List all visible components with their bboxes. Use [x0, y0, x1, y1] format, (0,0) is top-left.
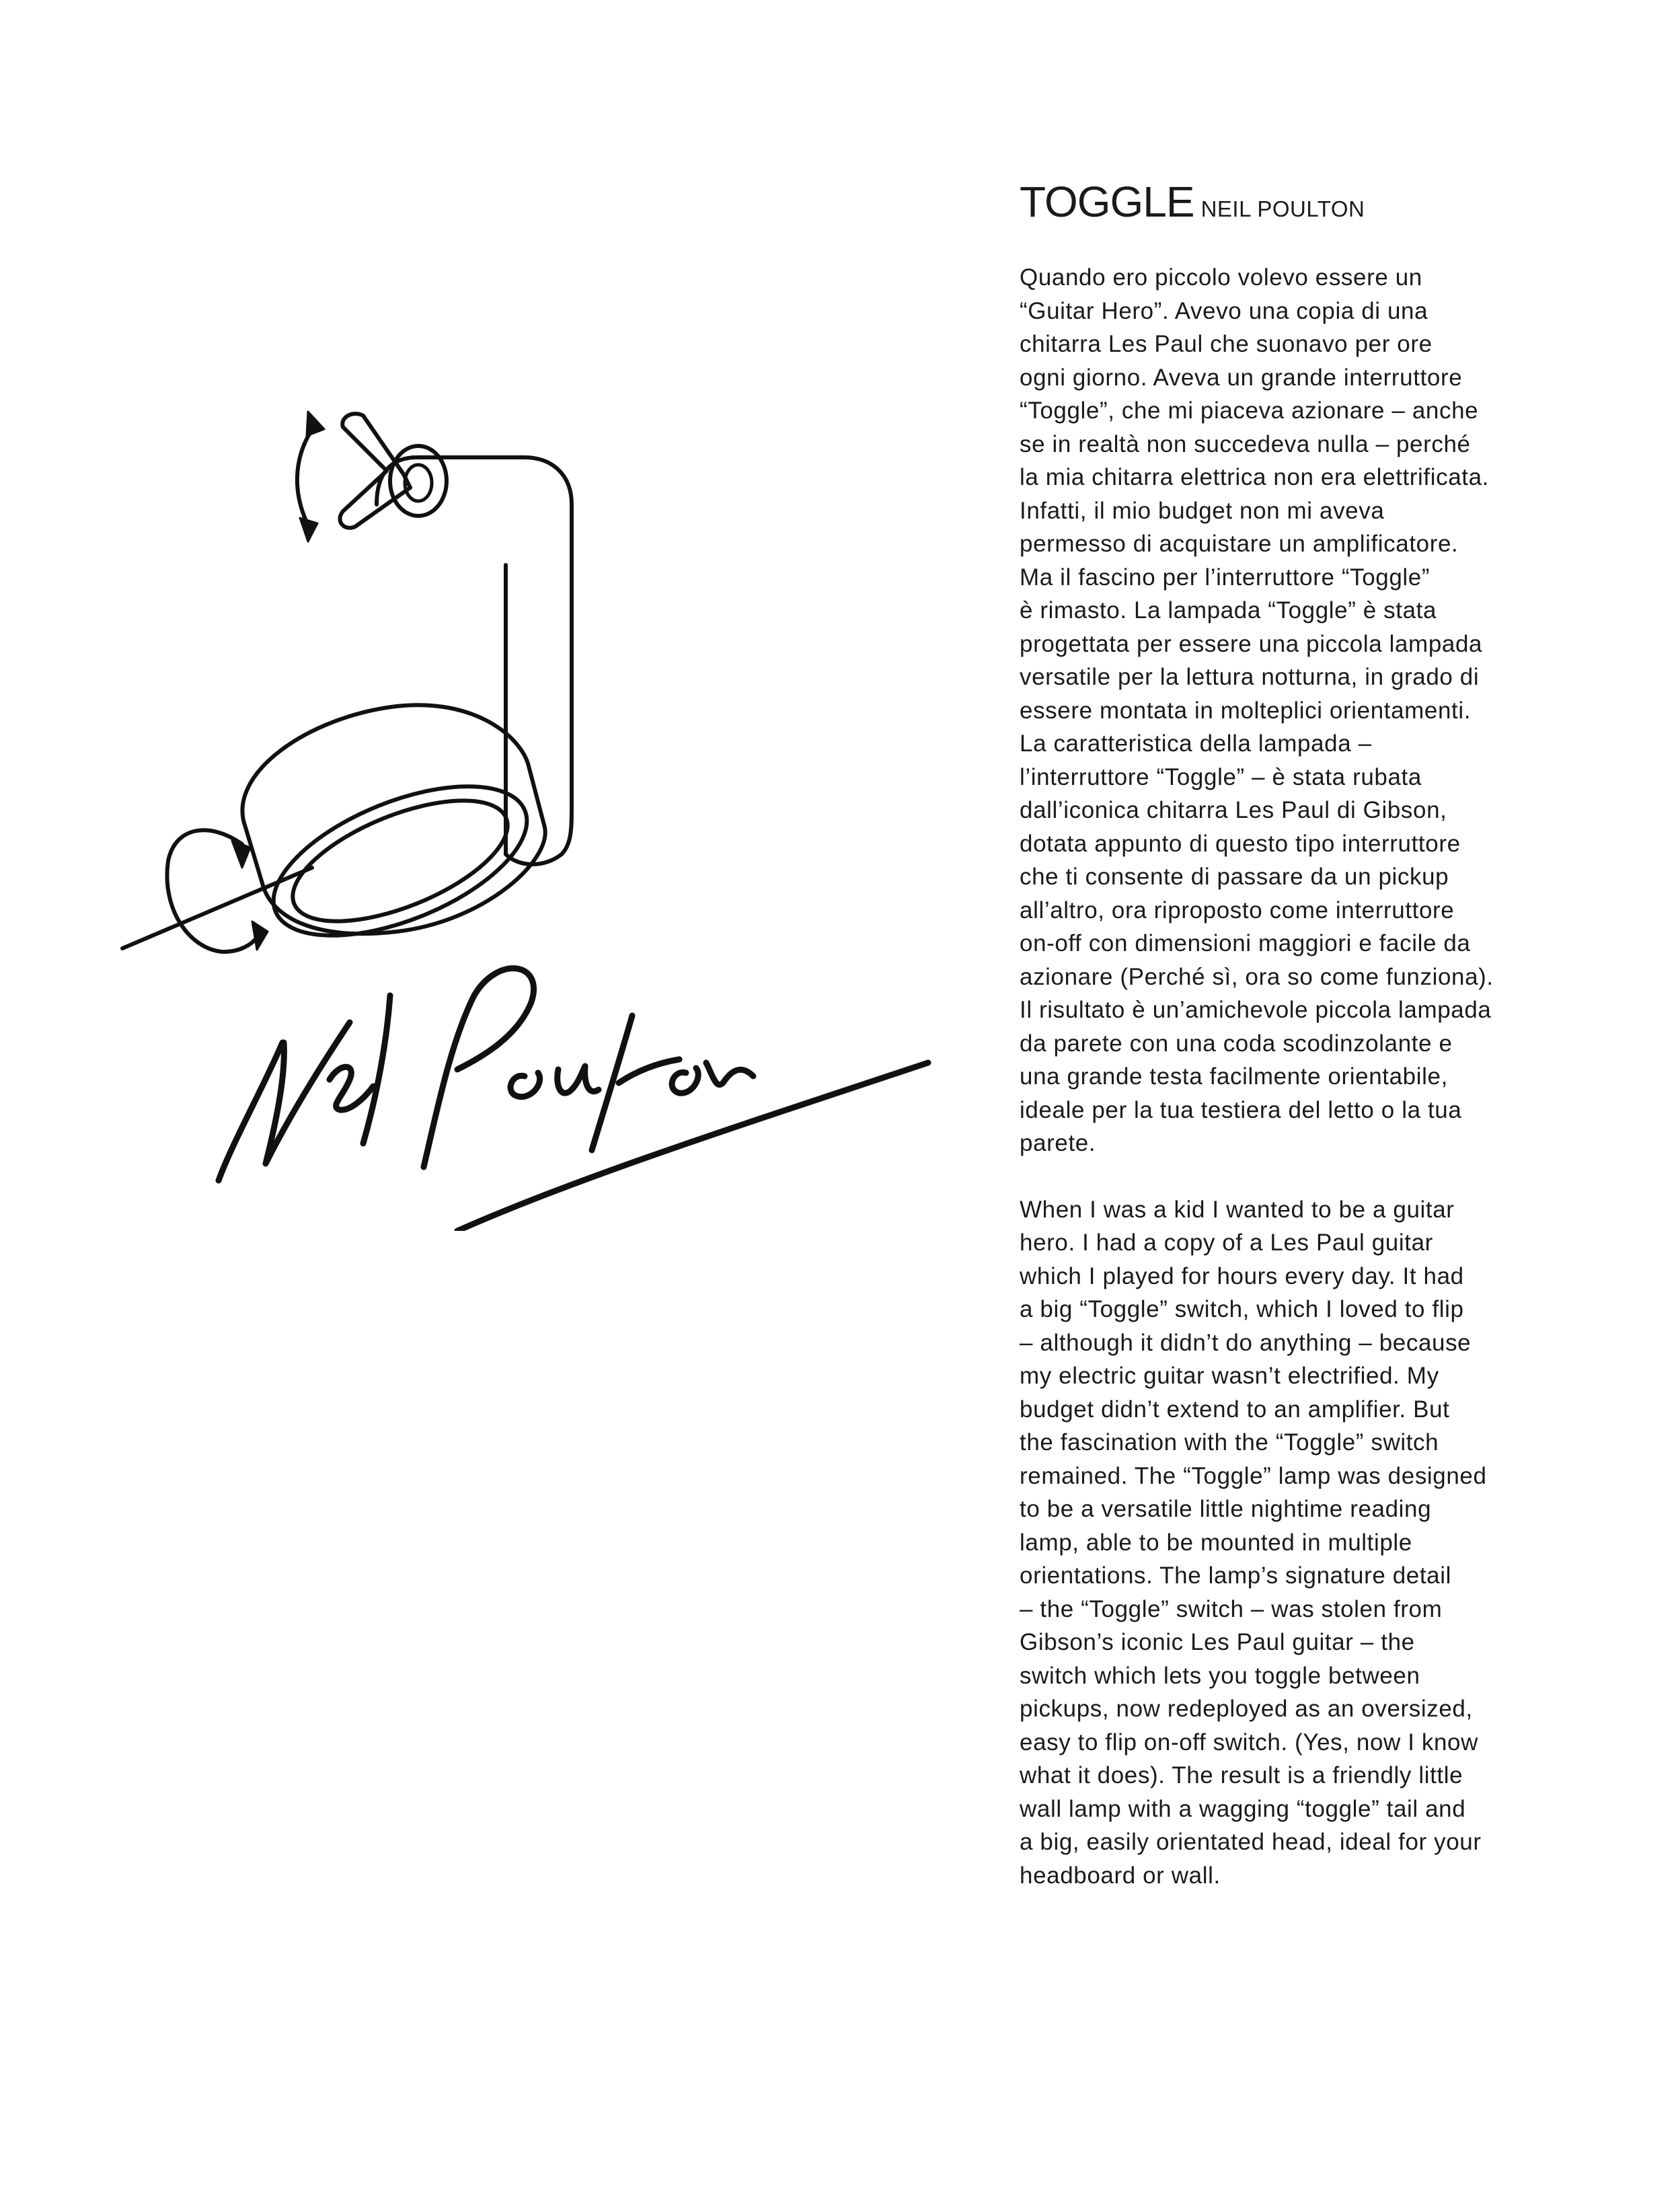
text-line: headboard or wall.: [1020, 1862, 1221, 1889]
text-line: When I was a kid I wanted to be a guitar: [1020, 1196, 1455, 1223]
text-line: La caratteristica della lampada –: [1020, 730, 1372, 757]
text-line: the fascination with the “Toggle” switch: [1020, 1429, 1439, 1456]
product-name: TOGGLE: [1020, 178, 1194, 226]
text-line: to be a versatile little nightime reading: [1020, 1496, 1432, 1522]
text-line: all’altro, ora riproposto come interruttore: [1020, 897, 1455, 923]
paragraph-italian: [1020, 261, 1544, 1160]
lamp-tail-body: [377, 457, 572, 864]
text-line: una grande testa facilmente orientabile,: [1020, 1063, 1448, 1090]
text-line: essere montata in molteplici orientamenti.: [1020, 697, 1472, 724]
designer-signature: [219, 969, 928, 1231]
text-line: se in realtà non succedeva nulla – perché: [1020, 430, 1471, 457]
lamp-sketch: [108, 397, 942, 1231]
text-line: easy to flip on-off switch. (Yes, now I know: [1020, 1729, 1479, 1756]
text-line: azionare (Perché sì, ora so come funziona).: [1020, 963, 1494, 990]
swing-arrow-icon: [297, 424, 316, 528]
lamp-head: [242, 705, 545, 934]
text-line: parete.: [1020, 1130, 1096, 1156]
lamp-lens-inner: [277, 776, 523, 946]
text-line: Infatti, il mio budget non mi aveva: [1020, 497, 1385, 524]
text-line: budget didn’t extend to an amplifier. But: [1020, 1396, 1450, 1423]
text-line: è rimasto. La lampada “Toggle” è stata: [1020, 597, 1437, 624]
lamp-lens-outer: [254, 755, 547, 966]
text-line: – the “Toggle” switch – was stolen from: [1020, 1595, 1443, 1622]
text-line: che ti consente di passare da un pickup: [1020, 864, 1449, 890]
text-line: my electric guitar wasn’t electrified. My: [1020, 1363, 1439, 1389]
designer-name: NEIL POULTON: [1200, 196, 1365, 221]
text-line: remained. The “Toggle” lamp was designed: [1020, 1462, 1487, 1489]
text-line: l’interruttore “Toggle” – è stata rubata: [1020, 763, 1422, 790]
text-line: “Toggle”, che mi piaceva azionare – anche: [1020, 398, 1479, 424]
page-title: [1020, 178, 1544, 226]
text-line: Ma il fascino per l’interruttore “Toggle”: [1020, 564, 1430, 591]
text-line: a big, easily orientated head, ideal for your: [1020, 1829, 1482, 1855]
text-line: wall lamp with a wagging “toggle” tail and: [1020, 1795, 1466, 1822]
text-line: ideale per la tua testiera del letto o la tua: [1020, 1096, 1462, 1123]
text-line: da parete con una coda scodinzolante e: [1020, 1030, 1453, 1057]
text-line: Il risultato è un’amichevole piccola lampada: [1020, 997, 1492, 1023]
text-line: versatile per la lettura notturna, in grado di: [1020, 664, 1480, 690]
paragraph-english: [1020, 1193, 1544, 1893]
text-line: Quando ero piccolo volevo essere un: [1020, 264, 1422, 291]
text-line: which I played for hours every day. It had: [1020, 1262, 1464, 1289]
text-line: a big “Toggle” switch, which I loved to flip: [1020, 1296, 1464, 1322]
text-line: ogni giorno. Aveva un grande interruttore: [1020, 364, 1463, 391]
text-line: what it does). The result is a friendly little: [1020, 1762, 1463, 1788]
rotation-axis-line: [122, 868, 312, 948]
text-line: la mia chitarra elettrica non era elettrificata.: [1020, 464, 1489, 490]
text-line: Gibson’s iconic Les Paul guitar – the: [1020, 1629, 1415, 1655]
text-line: switch which lets you toggle between: [1020, 1662, 1420, 1689]
text-line: hero. I had a copy of a Les Paul guitar: [1020, 1230, 1433, 1256]
text-column: [1020, 180, 1544, 1892]
text-line: progettata per essere una piccola lampada: [1020, 630, 1483, 657]
text-line: pickups, now redeployed as an oversized,: [1020, 1696, 1473, 1722]
text-line: lamp, able to be mounted in multiple: [1020, 1529, 1412, 1556]
text-line: dotata appunto di questo tipo interruttore: [1020, 830, 1461, 857]
text-line: orientations. The lamp’s signature detail: [1020, 1562, 1452, 1589]
text-line: – although it didn’t do anything – because: [1020, 1329, 1472, 1356]
text-line: chitarra Les Paul che suonavo per ore: [1020, 331, 1433, 357]
text-line: dall’iconica chitarra Les Paul di Gibson,: [1020, 797, 1447, 823]
toggle-lever: [340, 414, 410, 528]
text-line: permesso di acquistare un amplificatore.: [1020, 531, 1459, 557]
text-line: on-off con dimensioni maggiori e facile da: [1020, 930, 1471, 956]
text-line: “Guitar Hero”. Avevo una copia di una: [1020, 297, 1428, 324]
